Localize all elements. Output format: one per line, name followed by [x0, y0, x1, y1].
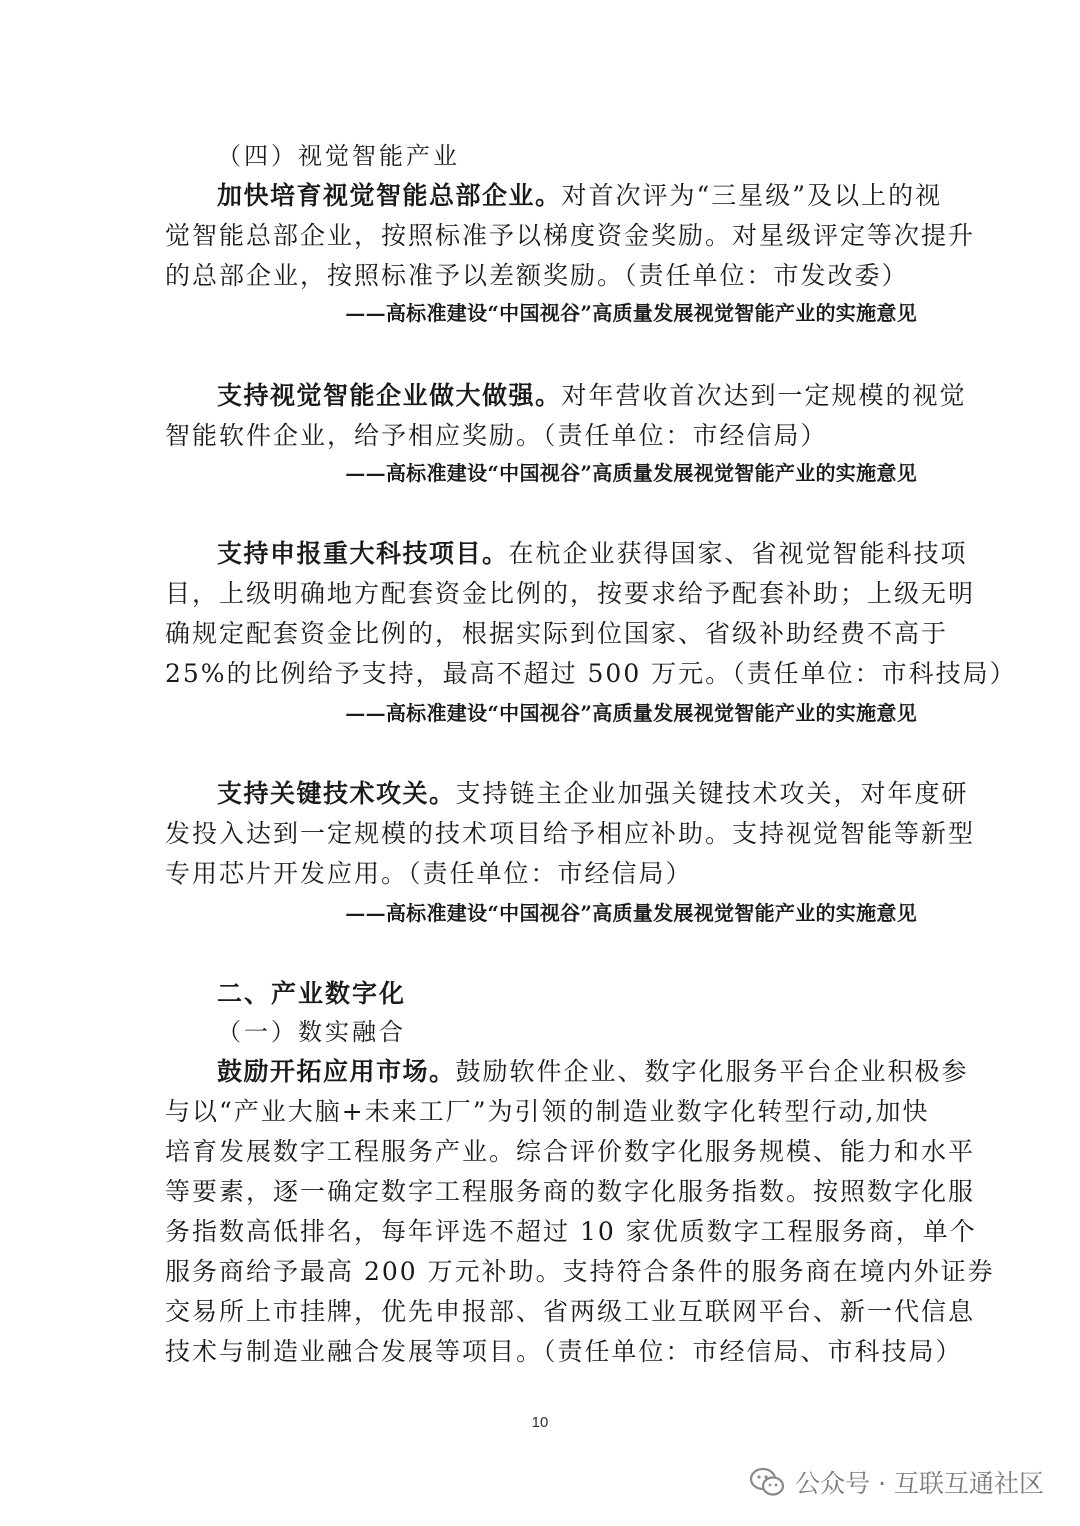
watermark — [749, 1462, 1044, 1502]
paragraph-text: 对首次评为“三星级”及以上的视 — [561, 181, 943, 210]
paragraph-line: 培育发展数字工程服务产业。综合评价数字化服务规模、能力和水平 — [165, 1137, 976, 1166]
paragraph-line: 智能软件企业，给予相应奖励。（责任单位：市经信局） — [165, 421, 828, 450]
paragraph-line: 专用芯片开发应用。（责任单位：市经信局） — [165, 859, 693, 888]
paragraph-line: 与以“产业大脑+未来工厂”为引领的制造业数字化转型行动,加快 — [165, 1097, 930, 1126]
source-citation: ——高标准建设“中国视谷”高质量发展视觉智能产业的实施意见 — [345, 461, 917, 485]
paragraph-text: 鼓励软件企业、数字化服务平台企业积极参 — [455, 1057, 969, 1086]
paragraph-line: 交易所上市挂牌，优先申报部、省两级工业互联网平台、新一代信息 — [165, 1297, 976, 1326]
paragraph-lead: 支持视觉智能企业做大做强。 — [217, 381, 562, 410]
source-citation: ——高标准建设“中国视谷”高质量发展视觉智能产业的实施意见 — [345, 901, 917, 925]
paragraph-line: 25%的比例给予支持，最高不超过 500 万元。（责任单位：市科技局） — [165, 659, 1017, 688]
paragraph-text: 在杭企业获得国家、省视觉智能科技项 — [508, 539, 968, 568]
source-citation: ——高标准建设“中国视谷”高质量发展视觉智能产业的实施意见 — [345, 301, 917, 325]
paragraph-lead: 鼓励开拓应用市场。 — [217, 1057, 456, 1086]
paragraph-line — [217, 176, 943, 216]
paragraph-lead: 支持申报重大科技项目。 — [217, 539, 509, 568]
source-citation: ——高标准建设“中国视谷”高质量发展视觉智能产业的实施意见 — [345, 701, 917, 725]
section-subheading-visual: （四）视觉智能产业 — [217, 142, 460, 170]
page-number: 10 — [531, 1414, 549, 1431]
paragraph-line: 务指数高低排名，每年评选不超过 10 家优质数字工程服务商，单个 — [165, 1217, 977, 1246]
paragraph-line — [217, 376, 967, 416]
paragraph-line: 确规定配套资金比例的，根据实际到位国家、省级补助经费不高于 — [165, 619, 949, 648]
paragraph-line — [217, 534, 968, 574]
paragraph-line: 技术与制造业融合发展等项目。（责任单位：市经信局、市科技局） — [165, 1337, 963, 1366]
paragraph-text: 支持链主企业加强关键技术攻关，对年度研 — [455, 779, 969, 808]
paragraph-line: 目，上级明确地方配套资金比例的，按要求给予配套补助；上级无明 — [165, 579, 976, 608]
wechat-icon — [749, 1467, 785, 1497]
paragraph-text: 对年营收首次达到一定规模的视觉 — [561, 381, 967, 410]
paragraph-line — [217, 1052, 969, 1092]
paragraph-lead: 支持关键技术攻关。 — [217, 779, 456, 808]
watermark-text: 公众号 · 互联互通社区 — [795, 1469, 1044, 1498]
paragraph-line — [217, 774, 969, 814]
paragraph-line: 等要素，逐一确定数字工程服务商的数字化服务指数。按照数字化服 — [165, 1177, 976, 1206]
paragraph-line: 觉智能总部企业，按照标准予以梯度资金奖励。对星级评定等次提升 — [165, 221, 976, 250]
paragraph-line: 的总部企业，按照标准予以差额奖励。（责任单位：市发改委） — [165, 261, 909, 290]
section-subheading-digital: （一）数实融合 — [217, 1018, 406, 1046]
paragraph-lead: 加快培育视觉智能总部企业。 — [217, 181, 562, 210]
paragraph-line: 服务商给予最高 200 万元补助。支持符合条件的服务商在境内外证券 — [165, 1257, 995, 1286]
paragraph-line: 发投入达到一定规模的技术项目给予相应补助。支持视觉智能等新型 — [165, 819, 976, 848]
section-heading-digital: 二、产业数字化 — [217, 979, 407, 1008]
